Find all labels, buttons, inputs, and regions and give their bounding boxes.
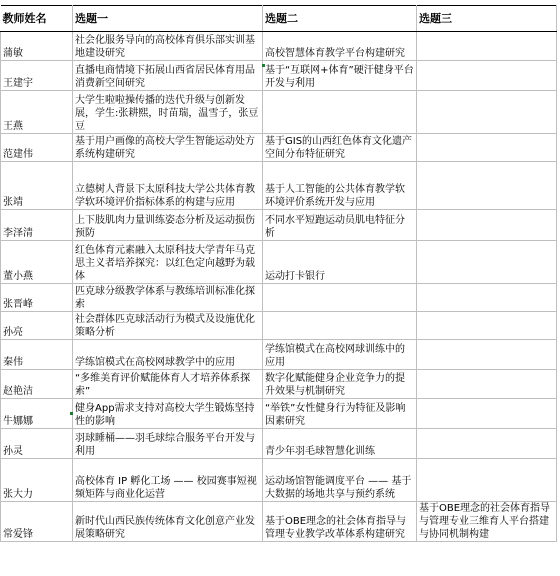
topic-2-cell[interactable]: 学练馆模式在高校网球训练中的应用 [263, 340, 417, 370]
topic-2-cell[interactable] [263, 91, 417, 134]
topic-3-cell[interactable] [417, 370, 557, 399]
teacher-name-cell[interactable]: 李泽清 [1, 210, 73, 241]
topic-1-cell[interactable]: 红色体育元素融入太原科技大学青年马克思主义者培养探究：以红色定向越野为载体 [73, 241, 263, 284]
teacher-name-cell[interactable]: 张晋峰 [1, 284, 73, 312]
topic-2-cell[interactable]: 数字化赋能健身企业竞争力的提升效果与机制研究 [263, 370, 417, 399]
topic-2-cell[interactable]: 高校智慧体育教学平台构建研究 [263, 32, 417, 61]
teacher-name-cell[interactable]: 张大力 [1, 459, 73, 502]
topic-3-cell[interactable] [417, 61, 557, 91]
topic-1-cell[interactable]: 立德树人背景下太原科技大学公共体育教学软环境评价指标体系的构建与应用 [73, 162, 263, 210]
topic-2-cell[interactable]: 基于“互联网+体育”硬汗健身平台开发与利用 [263, 61, 417, 91]
teacher-name-cell[interactable]: 牛娜娜 [1, 399, 73, 429]
topic-1-cell[interactable]: 学练馆模式在高校网球教学中的应用 [73, 340, 263, 370]
topic-3-cell[interactable] [417, 340, 557, 370]
teacher-name-cell[interactable]: 范建伟 [1, 134, 73, 162]
topic-1-cell[interactable]: 社会群体匹克球活动行为模式及设施优化策略分析 [73, 312, 263, 340]
topic-2-cell[interactable]: 不同水平短跑运动员肌电特征分析 [263, 210, 417, 241]
table-row [1, 502, 557, 542]
topic-2-cell[interactable]: 运动场馆智能调度平台 —— 基于大数据的场地共享与预约系统 [263, 459, 417, 502]
topic-2-cell[interactable]: 运动打卡银行 [263, 241, 417, 284]
topic-1-cell[interactable]: 上下肢肌肉力量训练姿态分析及运动损伤预防 [73, 210, 263, 241]
topic-3-cell[interactable] [417, 459, 557, 502]
table-row [1, 459, 557, 502]
teacher-name-cell[interactable]: 张靖 [1, 162, 73, 210]
teacher-name-cell[interactable]: 王燕 [1, 91, 73, 134]
table-row [1, 162, 557, 210]
topic-1-cell[interactable]: 羽球睡桶——羽毛球综合服务平台开发与利用 [73, 429, 263, 459]
topic-2-cell[interactable]: 基于GIS的山西红色体育文化遗产空间分布特征研究 [263, 134, 417, 162]
topic-2-cell[interactable] [263, 284, 417, 312]
topic-1-cell[interactable]: 社会化服务导向的高校体育俱乐部实训基地建设研究 [73, 32, 263, 61]
comment-indicator-mark [262, 64, 265, 67]
table-row [1, 284, 557, 312]
teacher-name-cell[interactable]: 赵艳洁 [1, 370, 73, 399]
header-topic-3[interactable]: 选题三 [417, 6, 557, 32]
topic-1-cell[interactable]: 新时代山西民族传统体育文化创意产业发展策略研究 [73, 502, 263, 542]
header-row [1, 6, 557, 32]
topic-3-cell[interactable] [417, 241, 557, 284]
table-row [1, 32, 557, 61]
topic-2-cell[interactable]: “举铁”女性健身行为特征及影响因素研究 [263, 399, 417, 429]
topic-3-cell[interactable] [417, 312, 557, 340]
topic-3-cell[interactable] [417, 399, 557, 429]
comment-indicator-mark [70, 412, 73, 415]
topic-1-cell[interactable]: 大学生啦啦操传播的迭代升级与创新发展，学生:张耕熙，时苗瑞，温雪子，张豆豆 [73, 91, 263, 134]
table-row [1, 399, 557, 429]
table-row [1, 241, 557, 284]
table-row [1, 61, 557, 91]
teacher-name-cell[interactable]: 秦伟 [1, 340, 73, 370]
topic-3-cell[interactable] [417, 32, 557, 61]
topic-3-cell[interactable] [417, 210, 557, 241]
teacher-topic-table [0, 5, 557, 542]
topic-3-cell[interactable] [417, 429, 557, 459]
table-row [1, 134, 557, 162]
topic-1-cell[interactable]: 匹克球分级教学体系与教练培训标准化探索 [73, 284, 263, 312]
topic-3-cell[interactable] [417, 284, 557, 312]
topic-3-cell[interactable]: 基于OBE理念的社会体育指导与管理专业三维育人平台搭建与协同机制构建 [417, 502, 557, 542]
topic-3-cell[interactable] [417, 134, 557, 162]
topic-1-cell[interactable]: 基于用户画像的高校大学生智能运动处方系统构建研究 [73, 134, 263, 162]
topic-1-cell[interactable]: 直播电商情境下拓展山西省居民体育用品消费新空间研究 [73, 61, 263, 91]
header-topic-2[interactable]: 选题二 [263, 6, 417, 32]
table-row [1, 91, 557, 134]
teacher-name-cell[interactable]: 王建宇 [1, 61, 73, 91]
teacher-name-cell[interactable]: 董小燕 [1, 241, 73, 284]
header-teacher-name[interactable]: 教师姓名 [1, 6, 73, 32]
topic-2-cell[interactable] [263, 312, 417, 340]
topic-2-cell[interactable]: 基于OBE理念的社会体育指导与管理专业教学改革体系构建研究 [263, 502, 417, 542]
topic-2-cell[interactable]: 青少年羽毛球智慧化训练 [263, 429, 417, 459]
header-topic-1[interactable]: 选题一 [73, 6, 263, 32]
table-row [1, 312, 557, 340]
table-row [1, 340, 557, 370]
topic-1-cell[interactable]: “多维美育评价赋能体育人才培养体系探索” [73, 370, 263, 399]
table-row [1, 429, 557, 459]
topic-1-cell[interactable]: 高校体育 IP 孵化工场 —— 校园赛事短视频矩阵与商业化运营 [73, 459, 263, 502]
teacher-name-cell[interactable]: 常爱锋 [1, 502, 73, 542]
teacher-name-cell[interactable]: 孙亮 [1, 312, 73, 340]
topic-3-cell[interactable] [417, 162, 557, 210]
teacher-name-cell[interactable]: 蒲敏 [1, 32, 73, 61]
topic-3-cell[interactable] [417, 91, 557, 134]
table-row [1, 370, 557, 399]
teacher-name-cell[interactable]: 孙灵 [1, 429, 73, 459]
topic-2-cell[interactable]: 基于人工智能的公共体育教学软环境评价系统开发与应用 [263, 162, 417, 210]
topic-1-cell[interactable]: 健身App需求支持对高校大学生锻炼坚持性的影响 [73, 399, 263, 429]
table-row [1, 210, 557, 241]
